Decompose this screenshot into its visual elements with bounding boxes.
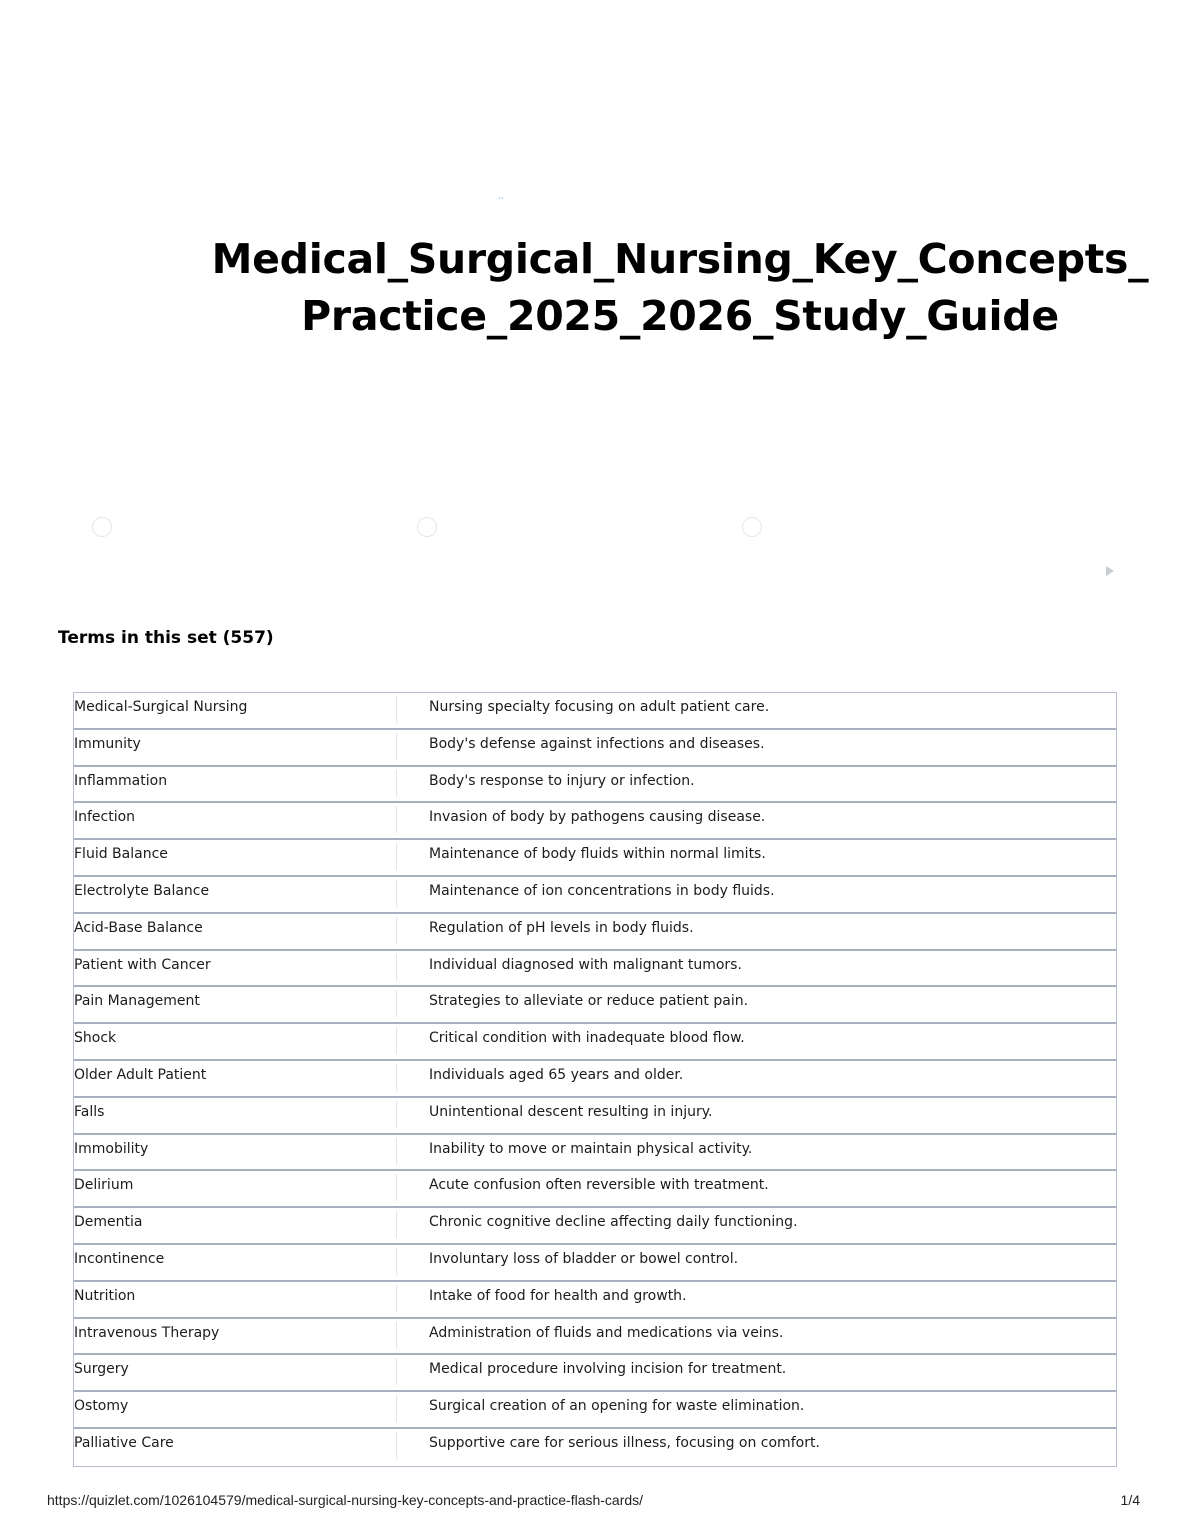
term-text: Surgery — [74, 1361, 129, 1378]
term-row — [74, 1135, 1116, 1172]
term-row — [74, 1171, 1116, 1208]
definition-text: Maintenance of ion concentrations in body fluids. — [429, 882, 775, 899]
term-row — [74, 1429, 1116, 1466]
term-row — [74, 767, 1116, 804]
term-row — [74, 1282, 1116, 1319]
term-text: Patient with Cancer — [74, 956, 211, 973]
term-text: Pain Management — [74, 993, 200, 1010]
term-row — [74, 951, 1116, 988]
column-divider — [396, 1322, 397, 1349]
terms-heading: Terms in this set (557) — [58, 628, 274, 648]
definition-text: Body's response to injury or infection. — [429, 772, 695, 789]
term-text: Intravenous Therapy — [74, 1324, 220, 1341]
definition-text: Regulation of pH levels in body fluids. — [429, 919, 694, 936]
definition-text: Acute confusion often reversible with treatment. — [429, 1177, 769, 1194]
column-divider — [396, 1101, 397, 1128]
term-text: Immunity — [74, 735, 141, 752]
term-text: Immobility — [74, 1140, 149, 1157]
term-text: Delirium — [74, 1177, 134, 1194]
definition-text: Administration of fluids and medications via veins. — [429, 1324, 784, 1341]
placeholder-circle-icon — [417, 517, 437, 537]
definition-text: Inability to move or maintain physical activity. — [429, 1140, 753, 1157]
page-title-line-1: Medical_Surgical_Nursing_Key_Concepts_ — [211, 235, 1149, 284]
definition-text: Invasion of body by pathogens causing disease. — [429, 809, 766, 826]
term-text: Falls — [74, 1103, 105, 1120]
definition-text: Involuntary loss of bladder or bowel control. — [429, 1250, 739, 1267]
definition-text: Individuals aged 65 years and older. — [429, 1066, 684, 1083]
term-text: Dementia — [74, 1214, 143, 1231]
column-divider — [396, 1395, 397, 1422]
term-row — [74, 914, 1116, 951]
definition-text: Unintentional descent resulting in injury. — [429, 1103, 713, 1120]
definition-text: Individual diagnosed with malignant tumors. — [429, 956, 742, 973]
term-row — [74, 1024, 1116, 1061]
term-row — [74, 987, 1116, 1024]
term-row — [74, 1355, 1116, 1392]
placeholder-circle-icon — [742, 517, 762, 537]
definition-text: Body's defense against infections and diseases. — [429, 735, 765, 752]
page-title — [170, 231, 1190, 345]
column-divider — [396, 733, 397, 760]
term-text: Incontinence — [74, 1250, 165, 1267]
column-divider — [396, 1432, 397, 1459]
definition-text: Strategies to alleviate or reduce patient pain. — [429, 993, 749, 1010]
term-text: Palliative Care — [74, 1434, 174, 1451]
definition-text: Surgical creation of an opening for waste elimination. — [429, 1398, 805, 1415]
definition-text: Nursing specialty focusing on adult patient care. — [429, 699, 770, 715]
column-divider — [396, 954, 397, 981]
term-text: Inflammation — [74, 772, 168, 789]
footer-url: https://quizlet.com/1026104579/medical-surgical-nursing-key-concepts-and-practice-flash-cards/ — [47, 1492, 644, 1508]
term-text: Older Adult Patient — [74, 1066, 207, 1083]
term-text: Shock — [74, 1030, 117, 1047]
placeholder-circle-icon — [92, 517, 112, 537]
term-text: Nutrition — [74, 1287, 136, 1304]
loading-spinner-icon: ·· — [498, 194, 504, 204]
term-text: Electrolyte Balance — [74, 882, 210, 899]
column-divider — [396, 917, 397, 944]
page-title-line-2: Practice_2025_2026_Study_Guide — [301, 292, 1059, 341]
definition-text: Medical procedure involving incision for treatment. — [429, 1361, 787, 1378]
definition-text: Chronic cognitive decline affecting daily functioning. — [429, 1214, 798, 1231]
term-row — [74, 803, 1116, 840]
definition-text: Maintenance of body fluids within normal limits. — [429, 846, 766, 863]
column-divider — [396, 1285, 397, 1312]
definition-text: Critical condition with inadequate blood flow. — [429, 1030, 745, 1047]
definition-text: Intake of food for health and growth. — [429, 1287, 687, 1304]
column-divider — [396, 1248, 397, 1275]
column-divider — [396, 1358, 397, 1385]
term-row — [74, 1319, 1116, 1356]
term-row — [74, 1208, 1116, 1245]
term-row — [74, 1392, 1116, 1429]
term-row — [74, 693, 1116, 730]
term-text: Ostomy — [74, 1398, 129, 1415]
column-divider — [396, 770, 397, 797]
column-divider — [396, 1211, 397, 1238]
column-divider — [396, 880, 397, 907]
term-text: Fluid Balance — [74, 846, 168, 863]
term-text: Medical-Surgical Nursing — [74, 699, 248, 715]
term-row — [74, 1245, 1116, 1282]
term-text: Infection — [74, 809, 136, 826]
play-arrow-icon[interactable] — [1106, 566, 1114, 576]
definition-text: Supportive care for serious illness, focusing on comfort. — [429, 1434, 820, 1451]
page-number: 1/4 — [1120, 1492, 1140, 1508]
term-text: Acid-Base Balance — [74, 919, 203, 936]
column-divider — [396, 843, 397, 870]
term-row — [74, 877, 1116, 914]
column-divider — [396, 1064, 397, 1091]
column-divider — [396, 1138, 397, 1165]
column-divider — [396, 806, 397, 833]
column-divider — [396, 1174, 397, 1201]
term-row — [74, 730, 1116, 767]
term-row — [74, 840, 1116, 877]
terms-table — [73, 692, 1117, 1467]
column-divider — [396, 1027, 397, 1054]
term-row — [74, 1098, 1116, 1135]
term-row — [74, 1061, 1116, 1098]
column-divider — [396, 990, 397, 1017]
column-divider — [396, 696, 397, 723]
